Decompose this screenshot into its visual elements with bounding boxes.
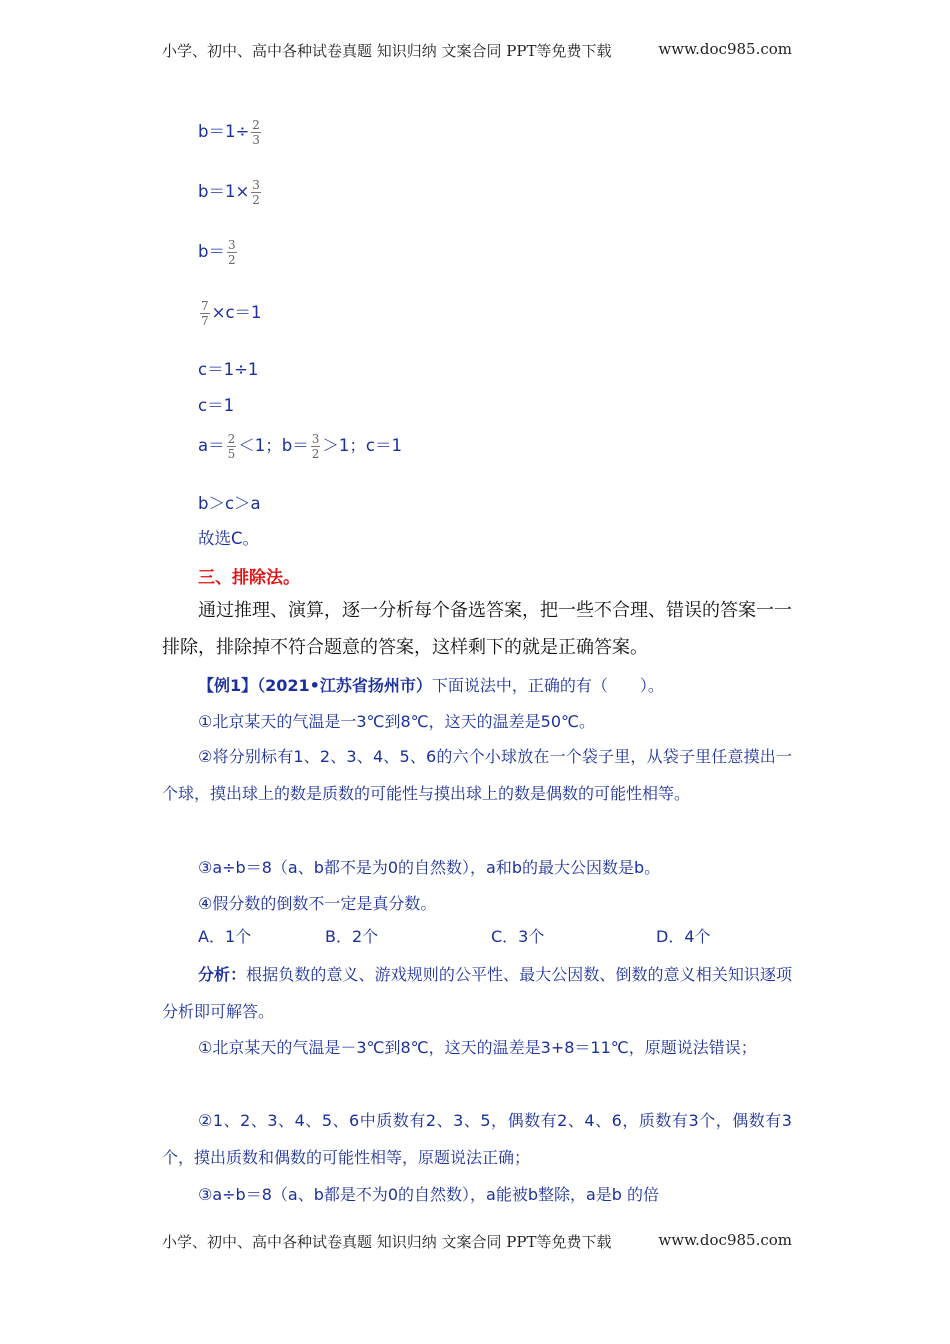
analysis-item-3: ③a÷b＝8（a、b都是不为0的自然数），a能被b整除，a是b 的倍 xyxy=(198,1185,660,1204)
fraction xyxy=(227,238,237,267)
example-label: 【例1】（2021•江苏省扬州市） xyxy=(198,676,432,695)
expr-text: b＝1÷ xyxy=(198,122,250,141)
fraction xyxy=(227,432,237,461)
analysis-text: 根据负数的意义、游戏规则的公平性、最大公因数、倒数的意义相关知识逐项分析即可解答。 xyxy=(162,965,792,1021)
fraction xyxy=(251,118,261,147)
fraction-numerator: 2 xyxy=(252,118,260,132)
solution-line-1 xyxy=(198,118,263,147)
solution-line-2 xyxy=(198,178,263,207)
option-b[interactable]: B．2个 xyxy=(325,927,379,946)
header-text: 小学、初中、高中各种试卷真题 知识归纳 文案合同 PPT等免费下载 xyxy=(162,42,612,60)
fraction xyxy=(311,432,321,461)
solution-line-6: c＝1 xyxy=(198,396,235,415)
fraction-numerator: 7 xyxy=(201,299,209,313)
fraction-denominator: 7 xyxy=(201,314,209,328)
solution-line-3 xyxy=(198,238,239,267)
page-footer xyxy=(162,1231,792,1252)
analysis-label: 分析： xyxy=(198,965,247,984)
page-header xyxy=(162,40,792,61)
statement-1: ①北京某天的气温是一3℃到8℃，这天的温差是50℃。 xyxy=(198,712,595,731)
solution-line-5: c＝1÷1 xyxy=(198,360,259,379)
solution-conclusion: 故选C。 xyxy=(198,529,260,548)
fraction-denominator: 3 xyxy=(252,133,260,147)
fraction xyxy=(251,178,261,207)
section-title: 三、排除法。 xyxy=(198,568,300,588)
example-question xyxy=(162,667,792,704)
statement-2: ②将分别标有1、2、3、4、5、6的六个小球放在一个袋子里，从袋子里任意摸出一个球，摸出球上的数是质数的可能性与摸出球上的数是偶数的可能性相等。 xyxy=(162,747,792,803)
fraction-numerator: 3 xyxy=(252,178,260,192)
fraction-numerator: 3 xyxy=(227,238,236,252)
statement-4: ④假分数的倒数不一定是真分数。 xyxy=(198,894,437,913)
expr-text: ＞1；c＝1 xyxy=(322,436,402,455)
analysis-item-2: ②1、2、3、4、5、6中质数有2、3、5，偶数有2、4、6，质数有3个，偶数有3个，摸出质数和偶数的可能性相等，原题说法正确； xyxy=(162,1111,792,1167)
header-url[interactable]: www.doc985.com xyxy=(658,40,792,58)
analysis-intro xyxy=(162,956,792,1030)
solution-line-7 xyxy=(198,432,402,461)
footer-text: 小学、初中、高中各种试卷真题 知识归纳 文案合同 PPT等免费下载 xyxy=(162,1233,612,1251)
section-intro: 通过推理、演算，逐一分析每个备选答案，把一些不合理、错误的答案一一排除，排除掉不符合题意的答案，这样剩下的就是正确答案。 xyxy=(162,600,792,658)
solution-line-8: b＞c＞a xyxy=(198,494,261,513)
footer-url[interactable]: www.doc985.com xyxy=(658,1231,792,1249)
fraction-denominator: 2 xyxy=(252,193,260,207)
expr-text: b＝1× xyxy=(198,182,250,201)
expr-text: b＝ xyxy=(198,242,225,261)
fraction-denominator: 2 xyxy=(227,253,236,267)
fraction-numerator: 2 xyxy=(227,432,236,446)
statement-3: ③a÷b＝8（a、b都不是为0的自然数），a和b的最大公因数是b。 xyxy=(198,858,661,877)
example-question-text: 下面说法中，正确的有（ ）。 xyxy=(431,676,664,695)
option-a[interactable]: A．1个 xyxy=(198,927,252,946)
expr-text: a＝ xyxy=(198,436,225,455)
fraction-denominator: 2 xyxy=(311,447,320,461)
analysis-item-1: ①北京某天的气温是－3℃到8℃，这天的温差是3+8＝11℃，原题说法错误； xyxy=(198,1038,757,1057)
expr-text: ＜1；b＝ xyxy=(238,436,309,455)
solution-line-4 xyxy=(198,299,262,328)
option-d[interactable]: D．4个 xyxy=(656,927,711,946)
expr-text: ×c＝1 xyxy=(211,303,262,322)
fraction-numerator: 3 xyxy=(311,432,320,446)
option-c[interactable]: C．3个 xyxy=(491,927,545,946)
fraction xyxy=(200,299,210,328)
fraction-denominator: 5 xyxy=(227,447,236,461)
